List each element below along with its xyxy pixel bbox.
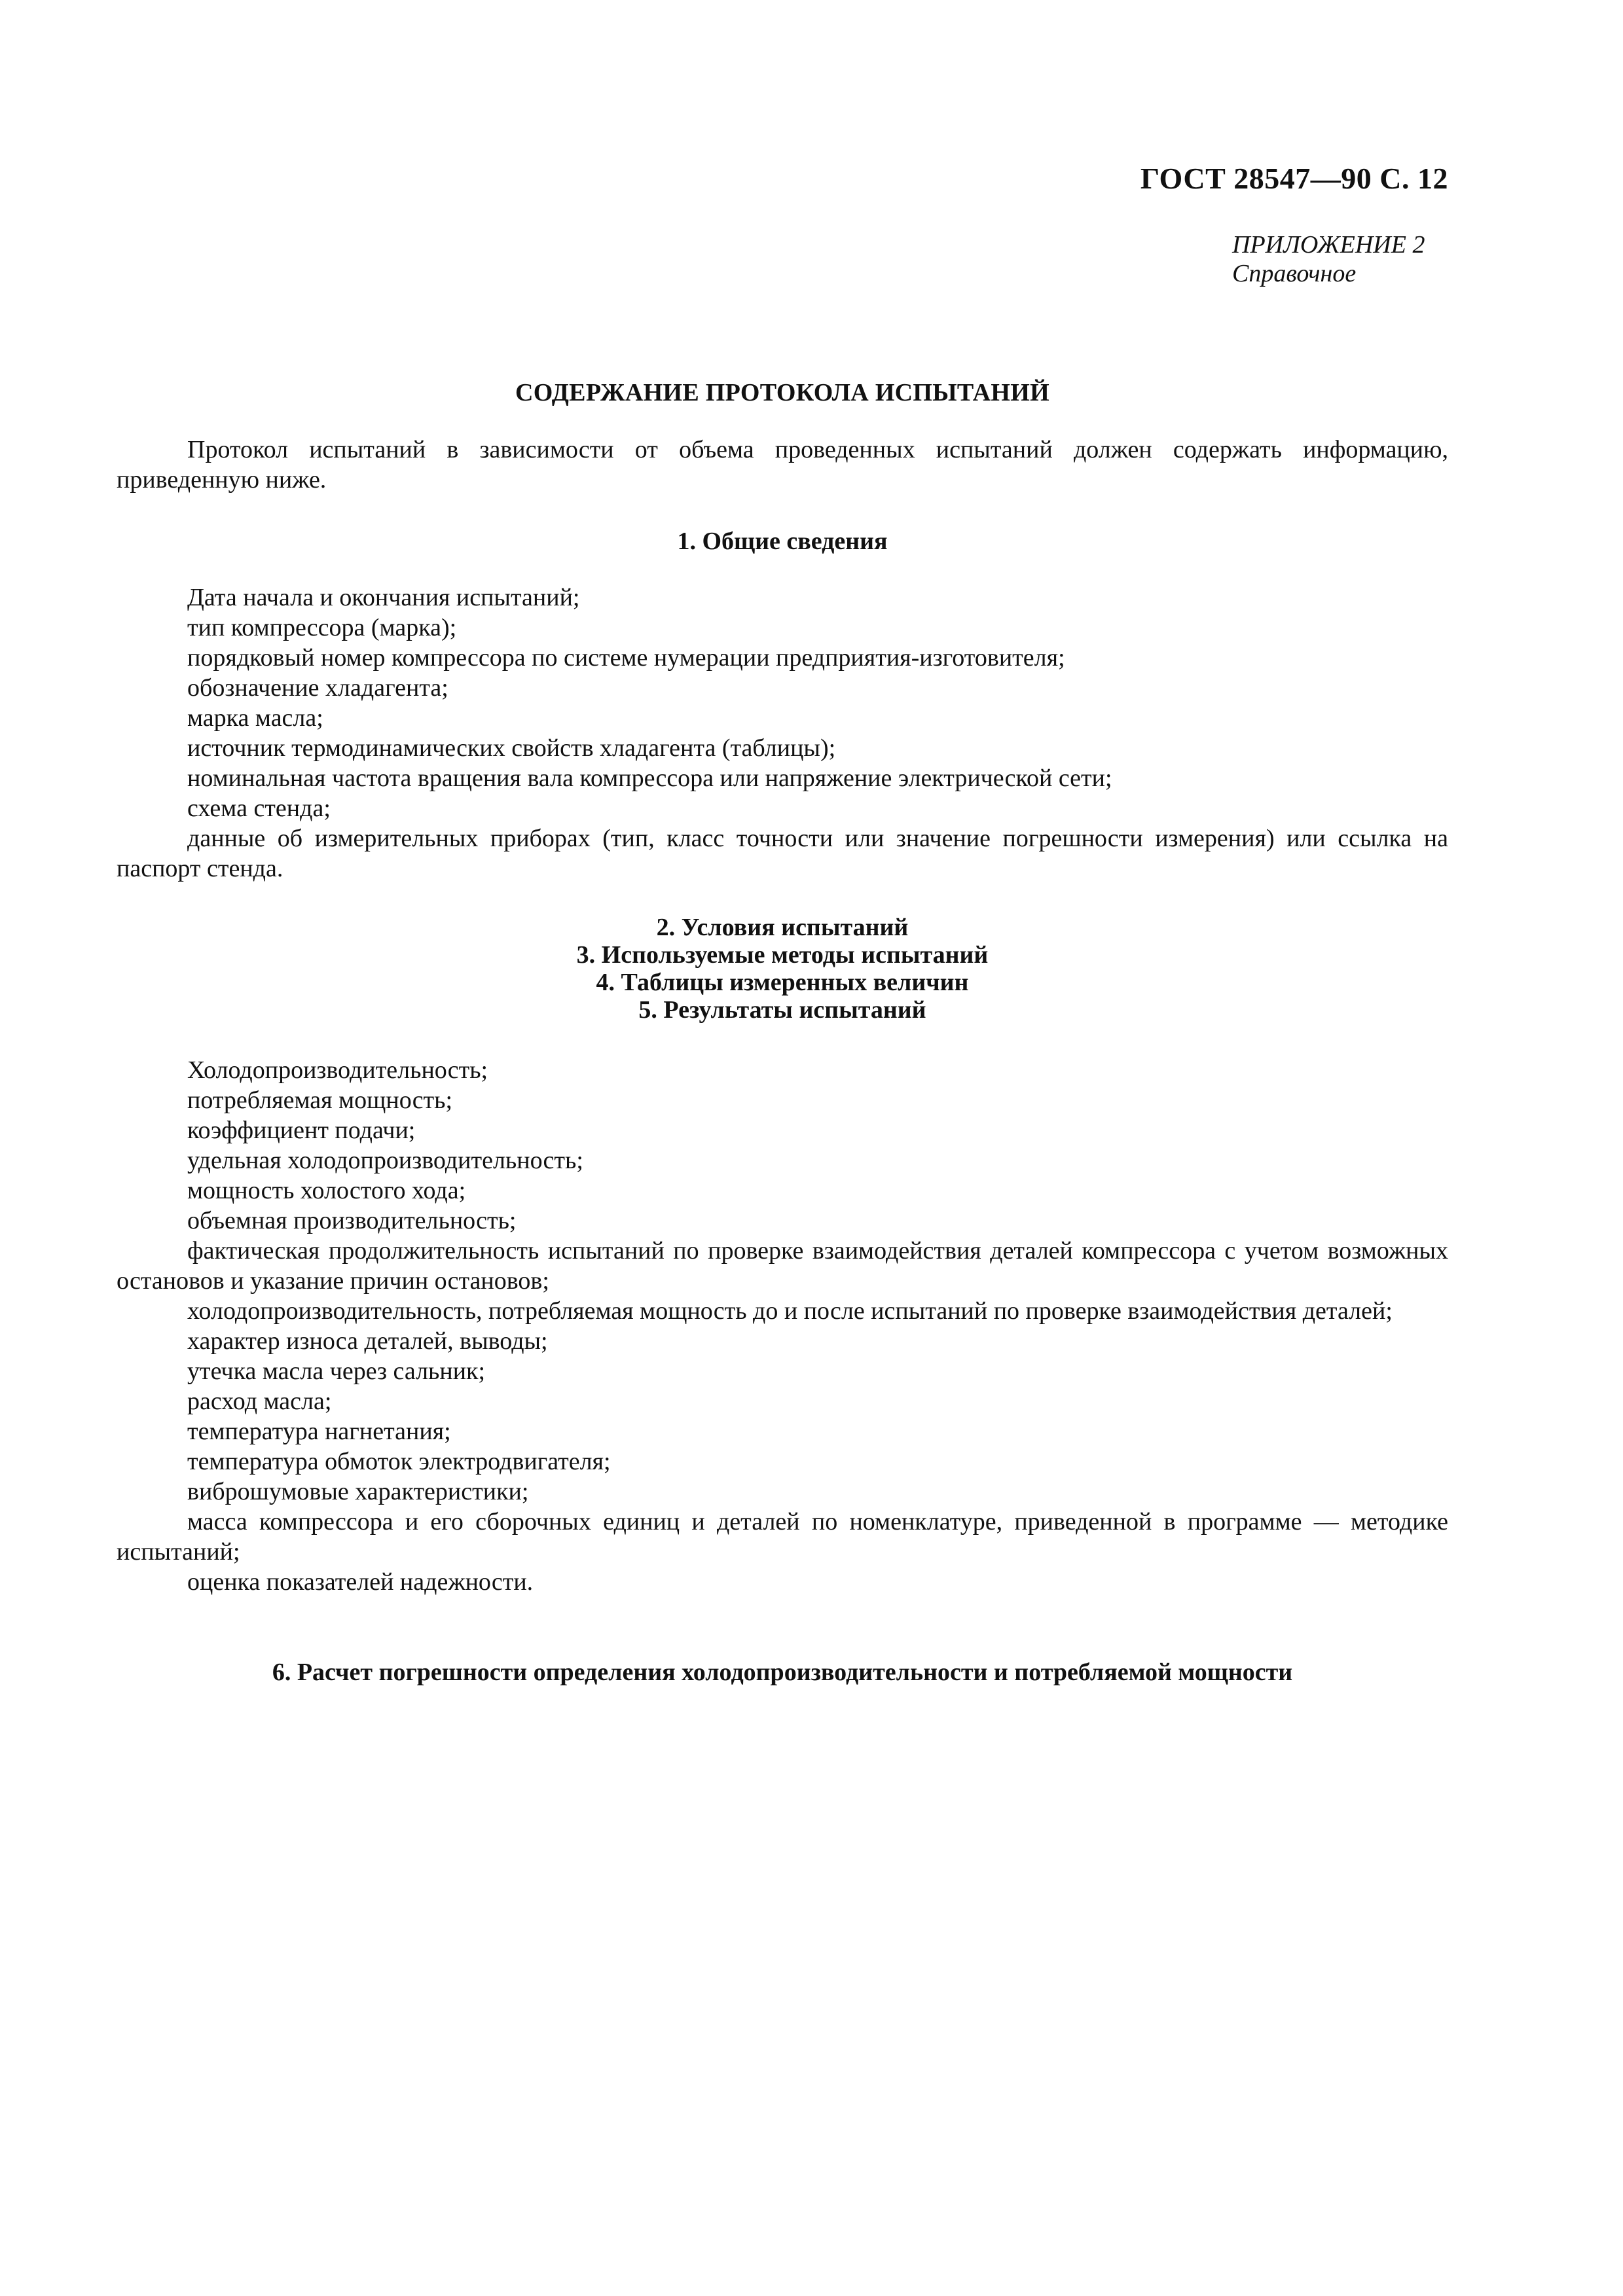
list-item: номинальная частота вращения вала компрессора или напряжение электрической сети; [187,764,1112,792]
intro-paragraph: Протокол испытаний в зависимости от объема проведенных испытаний должен содержать информацию, приведенную ниже. [117,436,1448,493]
list-item: Холодопроизводительность; [187,1056,488,1084]
list-item: удельная холодопроизводительность; [187,1147,583,1174]
page-title: СОДЕРЖАНИЕ ПРОТОКОЛА ИСПЫТАНИЙ [515,379,1049,406]
section-1-heading: 1. Общие сведения [677,528,888,555]
list-item: масса компрессора и его сборочных единиц и деталей по номенклатуре, приведенной в программе — методике испытаний; [117,1508,1448,1566]
list-item: оценка показателей надежности. [187,1568,534,1596]
list-item: мощность холостого хода; [187,1177,466,1204]
section-5-heading: 5. Результаты испытаний [638,996,926,1024]
list-item: обозначение хладагента; [187,674,448,702]
list-item: источник термодинамических свойств хладагента (таблицы); [187,734,836,762]
list-item: коэффициент подачи; [187,1117,416,1144]
list-item: температура нагнетания; [187,1418,451,1445]
list-item: Дата начала и окончания испытаний; [187,584,580,611]
list-item: объемная производительность; [187,1207,517,1234]
section-4-heading: 4. Таблицы измеренных величин [596,969,969,996]
section-headings-group [117,914,1448,1024]
appendix-label [1232,230,1448,288]
section-2-heading: 2. Условия испытаний [656,914,909,941]
appendix-title: ПРИЛОЖЕНИЕ 2 [1232,231,1425,259]
list-item: расход масла; [187,1388,332,1415]
list-item: холодопроизводительность, потребляемая мощность до и после испытаний по проверке взаимодействия деталей; [187,1297,1393,1325]
section-1-list [117,583,1448,884]
list-item: порядковый номер компрессора по системе нумерации предприятия-изготовителя; [187,644,1065,672]
list-item: температура обмоток электродвигателя; [187,1448,611,1475]
list-item: потребляемая мощность; [187,1086,453,1114]
section-3-heading: 3. Используемые методы испытаний [576,941,989,969]
list-item: утечка масла через сальник; [187,1357,486,1385]
list-item: марка масла; [187,704,323,732]
section-6-heading: 6. Расчет погрешности определения холодопроизводительности и потребляемой мощности [272,1659,1293,1686]
appendix-type: Справочное [1232,260,1357,287]
list-item: данные об измерительных приборах (тип, класс точности или значение погрешности измерения) или ссылка на паспорт стенда. [117,825,1448,882]
list-item: фактическая продолжительность испытаний по проверке взаимодействия деталей компрессора с учетом возможных остановов и указание причин остановов; [117,1237,1448,1295]
list-item: виброшумовые характеристики; [187,1478,529,1505]
list-item: тип компрессора (марка); [187,614,457,641]
list-item: схема стенда; [187,795,331,822]
section-5-list [117,1055,1448,1597]
list-item: характер износа деталей, выводы; [187,1327,548,1355]
document-code: ГОСТ 28547—90 С. 12 [1140,162,1448,195]
